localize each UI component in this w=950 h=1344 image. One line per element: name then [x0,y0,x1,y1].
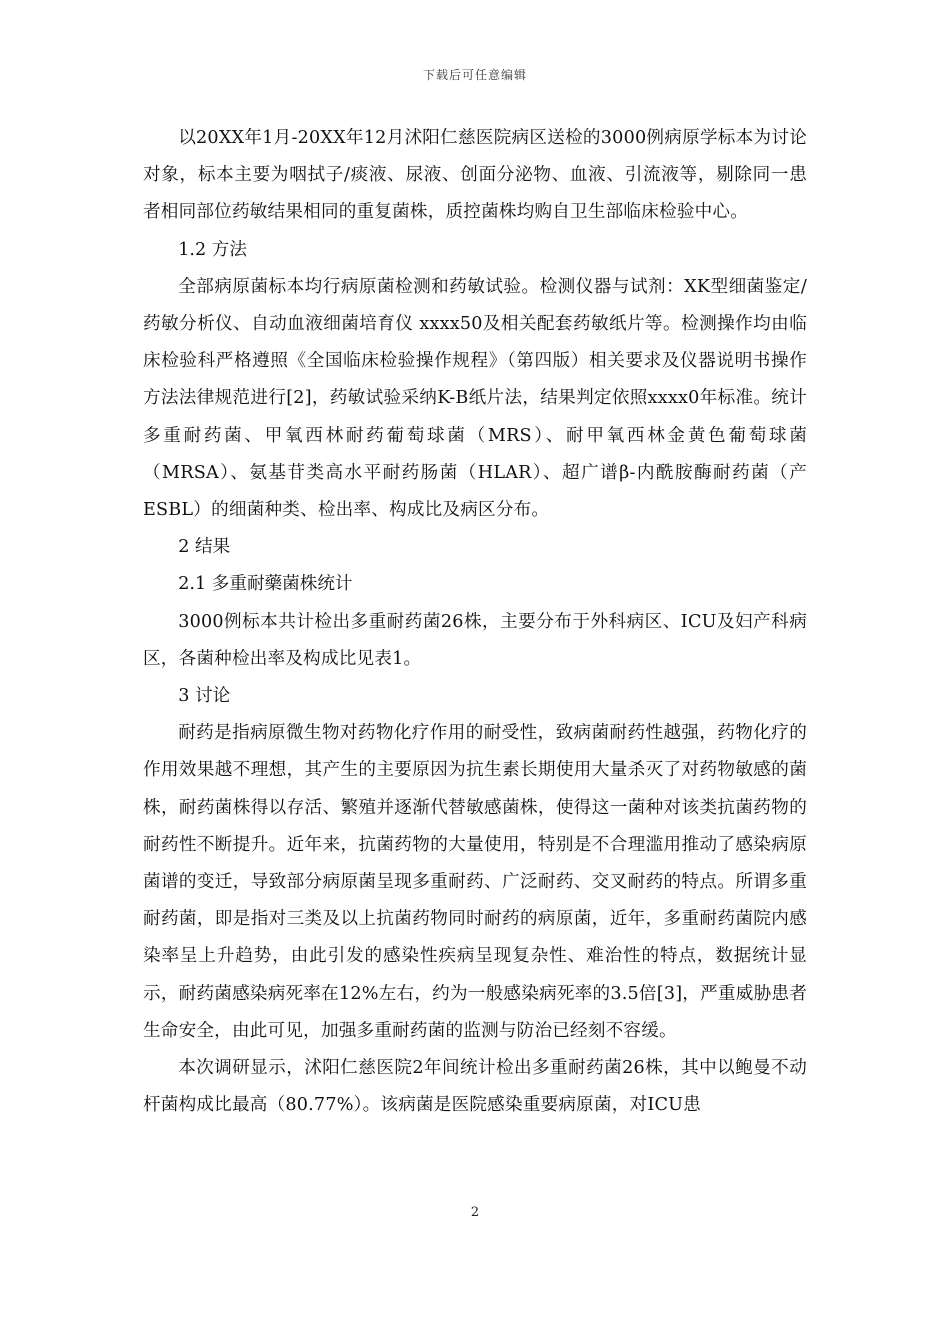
paragraph-discussion: 耐药是指病原微生物对药物化疗作用的耐受性，致病菌耐药性越强，药物化疗的作用效果越不理想，其产生的主要原因为抗生素长期使用大量杀灭了对药物敏感的菌株，耐药菌株得以存活、繁殖并逐渐代替敏感菌株，使得这一菌种对该类抗菌药物的耐药性不断提升。近年来，抗菌药物的大量使用，特别是不合理滥用推动了感染病原菌谱的变迁，导致部分病原菌呈现多重耐药、广泛耐药、交叉耐药的特点。所谓多重耐药菌，即是指对三类及以上抗菌药物同时耐药的病原菌，近年，多重耐药菌院内感染率呈上升趋势，由此引发的感染性疾病呈现复杂性、难治性的特点，数据统计显示，耐药菌感染病死率在12%左右，约为一般感染病死率的3.5倍[3]，严重威胁患者生命安全，由此可见，加强多重耐药菌的监测与防治已经刻不容缓。 [143,723,807,1041]
section-heading-results: 2 结果 [178,537,231,558]
document-body [143,120,807,1124]
paragraph-survey: 本次调研显示，沭阳仁慈医院2年间统计检出多重耐药菌26株，其中以鲍曼不动杆菌构成比最高（80.77%）。该病菌是医院感染重要病原菌，对ICU患 [143,1058,807,1116]
section-heading-methods: 1.2 方法 [178,239,247,260]
page-header: 下载后可任意编辑 [422,68,527,82]
paragraph-results: 3000例标本共计检出多重耐药菌26株，主要分布于外科病区、ICU及妇产科病区，各菌种检出率及构成比见表1。 [143,611,807,669]
page-number: 2 [470,1205,480,1220]
paragraph-materials: 以20XX年1月-20XX年12月沭阳仁慈医院病区送检的3000例病原学标本为讨论对象，标本主要为咽拭子/痰液、尿液、创面分泌物、血液、引流液等，剔除同一患者相同部位药敏结果相同的重复菌株，质控菌株均购自卫生部临床检验中心。 [143,128,807,223]
section-heading-discussion: 3 讨论 [178,686,231,707]
paragraph-methods: 全部病原菌标本均行病原菌检测和药敏试验。检测仪器与试剂：XK型细菌鉴定/药敏分析仪、自动血液细菌培育仪 xxxx50及相关配套药敏纸片等。检测操作均由临床检验科严格遵照《全国临床检验操作规程》（第四版）相关要求及仪器说明书操作方法法律规范进行[2]，药敏试验采纳K-B纸片法，结果判定依照xxxx0年标准。统计多重耐药菌、甲氧西林耐药葡萄球菌（MRS）、耐甲氧西林金黄色葡萄球菌（MRSA）、氨基苷类高水平耐药肠菌（HLAR）、超广谱β-内酰胺酶耐药菌（产ESBL）的细菌种类、检出率、构成比及病区分布。 [143,276,807,521]
subsection-heading-mdr-stats: 2.1 多重耐藥菌株统计 [178,574,353,595]
